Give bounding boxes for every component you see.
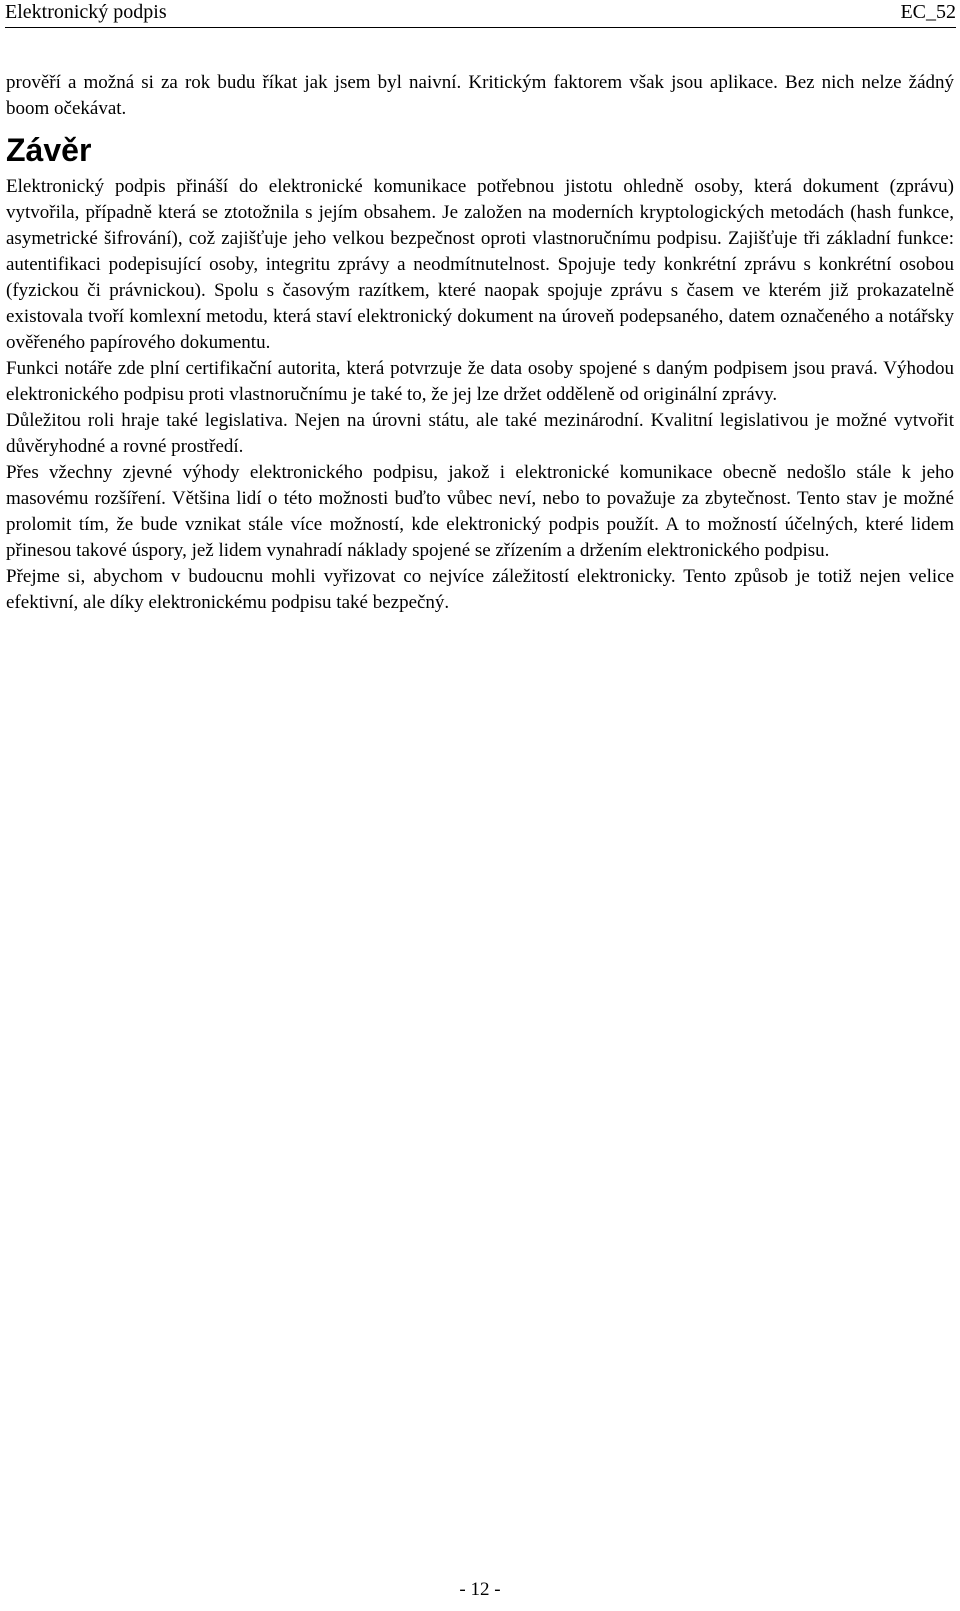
document-body (6, 70, 954, 616)
paragraph-2: Funkci notáře zde plní certifikační autorita, která potvrzuje že data osoby spojené s daným podpisem jsou pravá. Výhodou elektronického podpisu proti vlastnoručnímu je také to, že jej lze držet odděleně od originální zprávy. (6, 358, 954, 405)
intro-paragraph: prověří a možná si za rok budu říkat jak jsem byl naivní. Kritickým faktorem však jsou aplikace. Bez nich nelze žádný boom očekávat. (6, 72, 954, 119)
page-number: - 12 - (459, 1579, 501, 1600)
document-code: EC_52 (900, 1, 956, 23)
paragraph-3: Důležitou roli hraje také legislativa. Nejen na úrovni státu, ale také mezinárodní. Kvalitní legislativou je možné vytvořit důvěryhodné a rovné prostředí. (6, 410, 954, 457)
document-title: Elektronický podpis (5, 1, 167, 23)
paragraph-1: Elektronický podpis přináší do elektronické komunikace potřebnou jistotu ohledně osoby, která dokument (zprávu) vytvořila, případně která se ztotožnila s jejím obsahem. Je založen na moderních kryptologických metodách (hash funkce, asymetrické šifrování), což zajišťuje jeho velkou bezpečnost oproti vlastnoručnímu podpisu. Zajišťuje tři základní funkce: autentifikaci podepisující osoby, integritu zprávy a neodmítnutelnost. Spojuje tedy konkrétní zprávu s konkrétní osobou (fyzickou či právnickou). Spolu s časovým razítkem, které naopak spojuje zprávu s časem ve kterém již prokazatelně existovala tvoří komlexní metodu, která staví elektronický dokument na úroveň podepsaného, datem označeného a notářsky ověřeného papírového dokumentu. (6, 176, 954, 353)
paragraph-5: Přejme si, abychom v budoucnu mohli vyřizovat co nejvíce záležitostí elektronicky. Tento způsob je totiž nejen velice efektivní, ale díky elektronickému podpisu také bezpečný. (6, 566, 954, 613)
page-header (5, 0, 956, 28)
section-heading: Závěr (6, 132, 92, 168)
paragraph-4: Přes vžechny zjevné výhody elektronického podpisu, jakož i elektronické komunikace obecně nedošlo stále k jeho masovému rozšíření. Většina lidí o této možnosti buďto vůbec neví, nebo to považuje za zbytečnost. Tento stav je možné prolomit tím, že bude vznikat stále více možností, kde elektronický podpis použít. A to možností účelných, které lidem přinesou takové úspory, jež lidem vynahradí náklady spojené se zřízením a držením elektronického podpisu. (6, 462, 954, 561)
